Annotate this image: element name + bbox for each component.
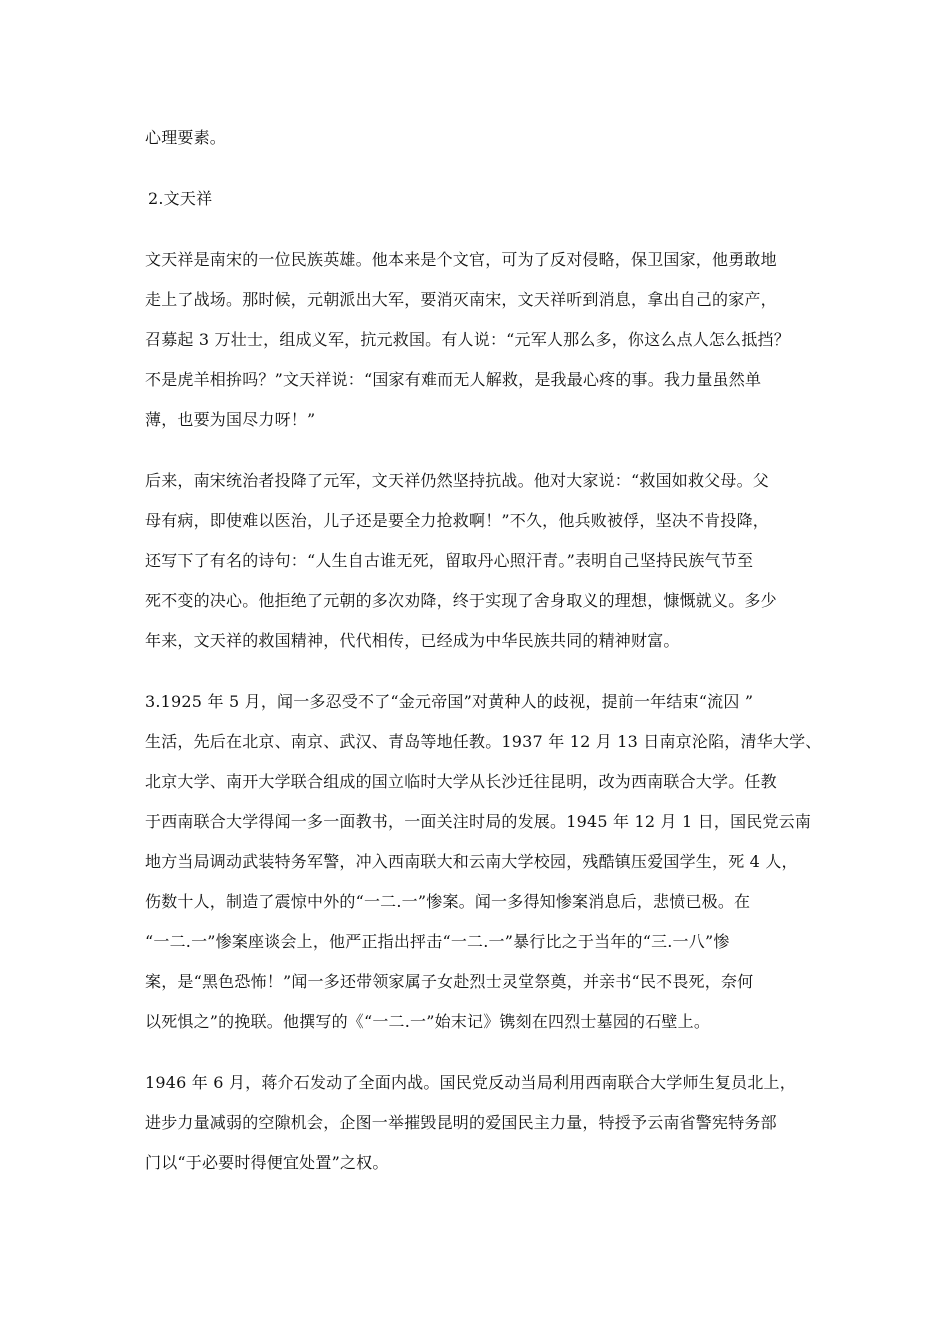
- paragraph-line: 地方当局调动武装特务军警，冲入西南联大和云南大学校园，残酷镇压爱国学生，死 4 人，: [145, 852, 798, 871]
- paragraph-line: 进步力量减弱的空隙机会，企图一举摧毁昆明的爱国民主力量，特授予云南省警宪特务部: [145, 1113, 777, 1132]
- paragraph-line: 门以“于必要时得便宜处置”之权。: [145, 1153, 389, 1172]
- paragraph-line: 年来，文天祥的救国精神，代代相传，已经成为中华民族共同的精神财富。: [145, 631, 680, 650]
- paragraph-line: 生活，先后在北京、南京、武汉、青岛等地任教。1937 年 12 月 13 日南京沦陷，清华大学、: [145, 732, 822, 751]
- section-heading-wen-tianxiang: 2.文天祥: [148, 189, 213, 208]
- paragraph-line: 死不变的决心。他拒绝了元朝的多次劝降，终于实现了舍身取义的理想，慷慨就义。多少: [145, 591, 777, 610]
- paragraph-line: 还写下了有名的诗句：“人生自古谁无死，留取丹心照汗青。”表明自己坚持民族气节至: [145, 551, 754, 570]
- paragraph-line: 召募起 3 万壮士，组成义军，抗元救国。有人说：“元军人那么多，你这么点人怎么抵挡？: [145, 330, 790, 349]
- paragraph-line: 1946 年 6 月，蒋介石发动了全面内战。国民党反动当局利用西南联合大学师生复员北上，: [145, 1073, 796, 1092]
- paragraph-line: 走上了战场。那时候，元朝派出大军，要消灭南宋，文天祥听到消息，拿出自己的家产，: [145, 290, 777, 309]
- paragraph-line: 3.1925 年 5 月，闻一多忍受不了“金元帝国”对黄种人的歧视，提前一年结束“流囚 ”: [145, 692, 754, 711]
- paragraph-line: 不是虎羊相拚吗？”文天祥说：“国家有难而无人解救，是我最心疼的事。我力量虽然单: [145, 370, 762, 389]
- paragraph-line: 于西南联合大学得闻一多一面教书，一面关注时局的发展。1945 年 12 月 1 日，国民党云南: [145, 812, 812, 831]
- paragraph-line: 以死惧之”的挽联。他撰写的《“一二.一”始末记》镌刻在四烈士墓园的石壁上。: [145, 1012, 711, 1031]
- paragraph-line: 伤数十人，制造了震惊中外的“一二.一”惨案。闻一多得知惨案消息后，悲愤已极。在: [145, 892, 751, 911]
- paragraph-line: 案，是“黑色恐怖！”闻一多还带领家属子女赴烈士灵堂祭奠，并亲书“民不畏死，奈何: [145, 972, 754, 991]
- paragraph-line: “一二.一”惨案座谈会上，他严正指出抨击“一二.一”暴行比之于当年的“三.一八”惨: [145, 932, 730, 951]
- paragraph-line: 后来，南宋统治者投降了元军，文天祥仍然坚持抗战。他对大家说：“救国如救父母。父: [145, 471, 769, 490]
- intro-line: 心理要素。: [145, 128, 227, 147]
- paragraph-line: 北京大学、南开大学联合组成的国立临时大学从长沙迁往昆明，改为西南联合大学。任教: [145, 772, 777, 791]
- paragraph-line: 薄，也要为国尽力呀！”: [145, 410, 316, 429]
- paragraph-line: 母有病，即使难以医治，儿子还是要全力抢救啊！”不久，他兵败被俘，坚决不肯投降，: [145, 511, 769, 530]
- paragraph-line: 文天祥是南宋的一位民族英雄。他本来是个文官，可为了反对侵略，保卫国家，他勇敢地: [145, 250, 777, 269]
